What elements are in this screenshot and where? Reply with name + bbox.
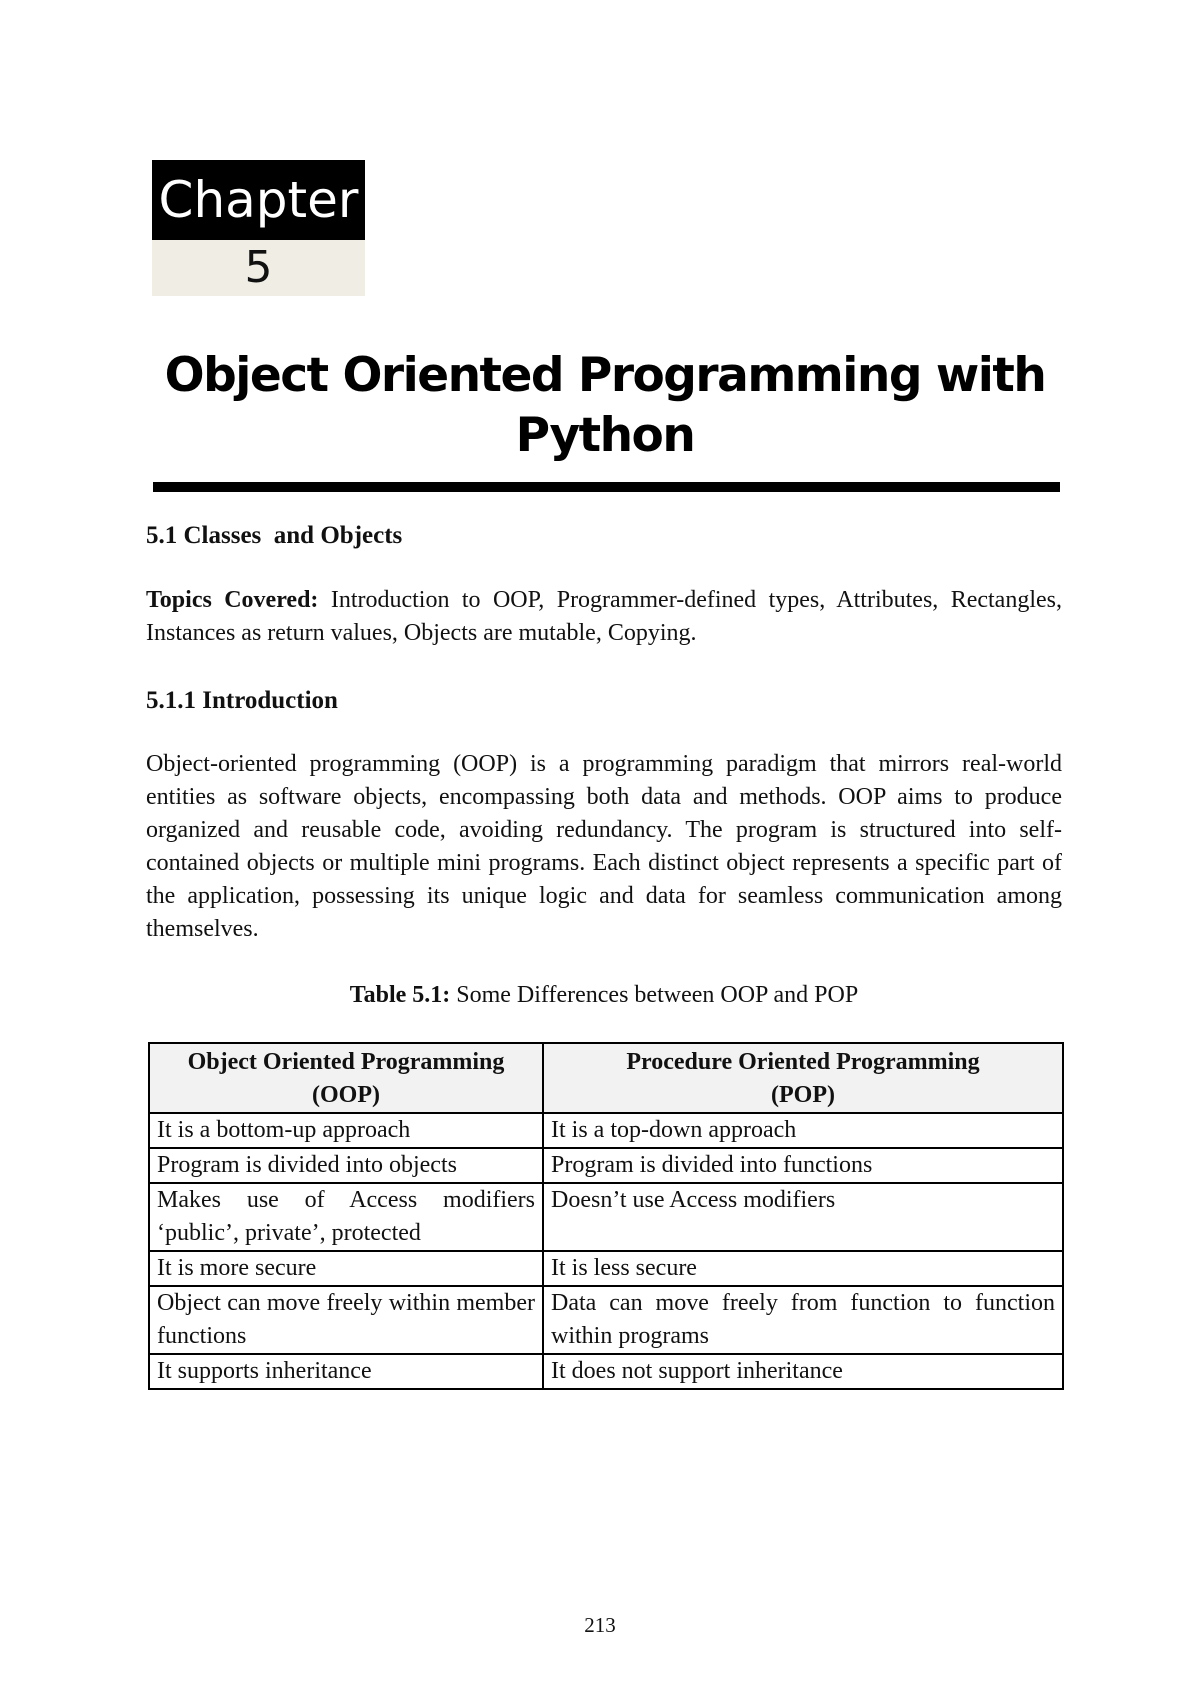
table-header-pop-line-2: (POP)	[771, 1082, 835, 1108]
table-header-row	[149, 1043, 1063, 1113]
title-divider	[153, 482, 1060, 492]
table-cell-oop: It is more secure	[149, 1251, 543, 1286]
table-header-oop-line-2: (OOP)	[312, 1082, 380, 1108]
table-cell-pop: It is a top-down approach	[543, 1113, 1063, 1148]
table-cell-pop: Data can move freely from function to function within programs	[543, 1286, 1063, 1354]
table-cell-oop: Makes use of Access modifiers ‘public’, private’, protected	[149, 1183, 543, 1251]
table-caption	[146, 978, 1062, 1012]
chapter-title-line-1: Object Oriented Programming with	[164, 348, 1046, 403]
subsection-heading: 5.1.1 Introduction	[146, 687, 338, 714]
table-cell-oop: Program is divided into objects	[149, 1148, 543, 1183]
table-cell-pop: Doesn’t use Access modifiers	[543, 1183, 1063, 1251]
page-number: 213	[584, 1613, 616, 1637]
table-caption-label: Table 5.1:	[349, 982, 451, 1008]
table-header-oop	[149, 1043, 543, 1113]
table-cell-pop: It does not support inheritance	[543, 1354, 1063, 1389]
table-row	[149, 1354, 1063, 1389]
table-cell-pop: Program is divided into functions	[543, 1148, 1063, 1183]
topics-covered-paragraph	[146, 584, 1062, 650]
table-row	[149, 1251, 1063, 1286]
oop-pop-differences-table	[148, 1042, 1064, 1390]
section-heading: 5.1 Classes and Objects	[146, 522, 403, 549]
chapter-badge	[152, 160, 365, 296]
table-cell-oop: It is a bottom-up approach	[149, 1113, 543, 1148]
table-row	[149, 1286, 1063, 1354]
topics-label: Topics Covered:	[146, 587, 319, 613]
chapter-number: 5	[152, 240, 365, 296]
table-cell-oop: Object can move freely within member functions	[149, 1286, 543, 1354]
table-header-oop-line-1: Object Oriented Programming	[187, 1049, 505, 1075]
table-row	[149, 1148, 1063, 1183]
table-caption-text: Some Differences between OOP and POP	[450, 982, 859, 1008]
chapter-label: Chapter	[152, 160, 365, 240]
table-header-pop	[543, 1043, 1063, 1113]
table-cell-oop: It supports inheritance	[149, 1354, 543, 1389]
table-row	[149, 1113, 1063, 1148]
topics-text: Introduction to OOP, Programmer-defined types, Attributes, Rectangles, Instances as return values, Objects are mutable, Copying.	[146, 587, 1062, 646]
chapter-title	[150, 346, 1060, 466]
chapter-title-line-2: Python	[515, 408, 695, 463]
table-cell-pop: It is less secure	[543, 1251, 1063, 1286]
introduction-paragraph: Object-oriented programming (OOP) is a programming paradigm that mirrors real-world entities as software objects, encompassing both data and methods. OOP aims to produce organized and reusable code, avoiding redundancy. The program is structured into self-contained objects or multiple mini programs. Each distinct object represents a specific part of the application, possessing its unique logic and data for seamless communication among themselves.	[146, 751, 1062, 942]
table-row	[149, 1183, 1063, 1251]
table-header-pop-line-1: Procedure Oriented Programming	[626, 1049, 980, 1075]
